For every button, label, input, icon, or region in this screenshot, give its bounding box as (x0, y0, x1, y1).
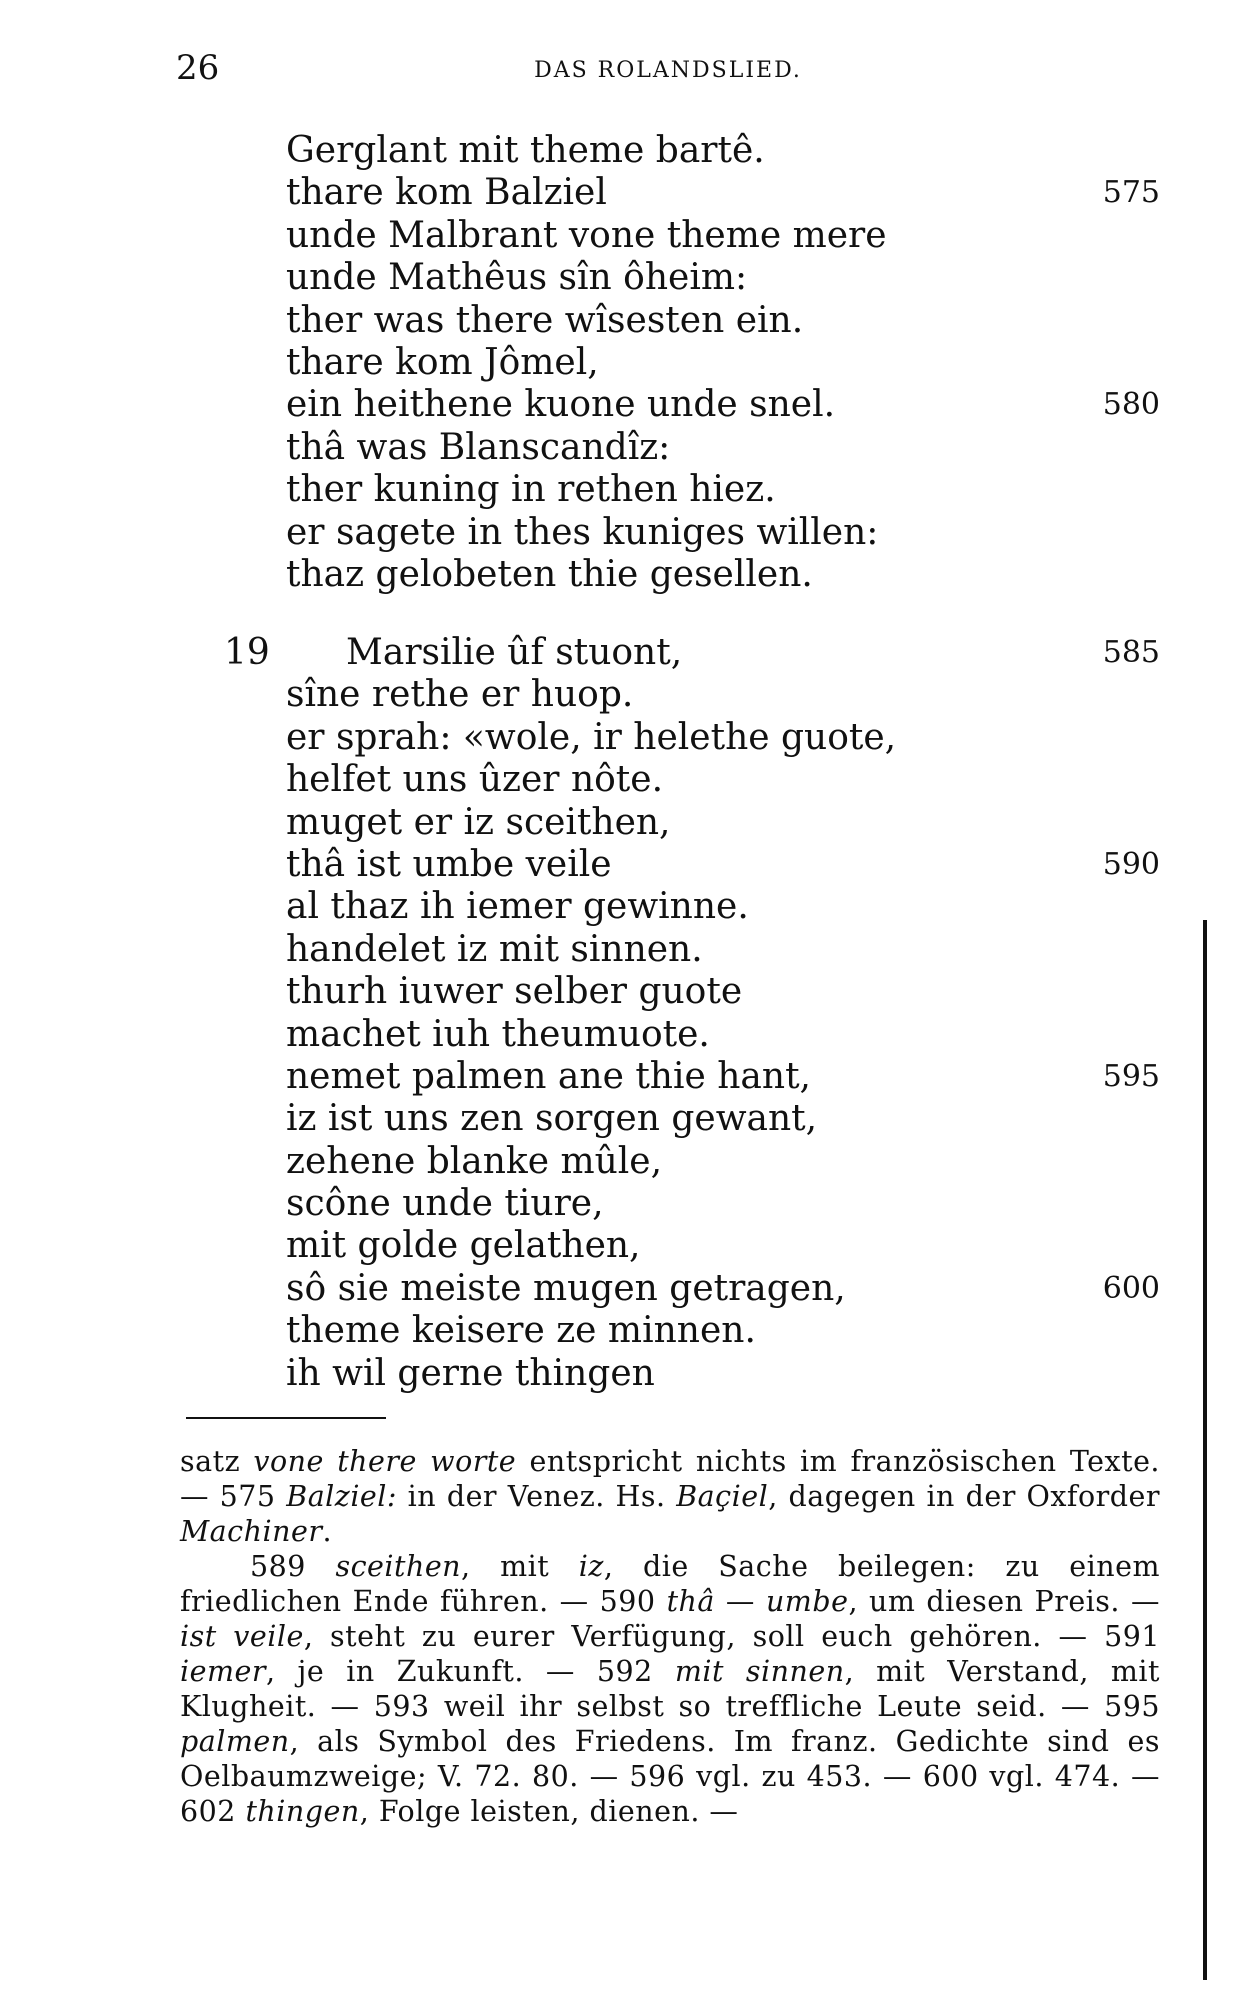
verse-line (176, 1225, 1160, 1267)
fn-lemma: Balziel: (286, 1480, 398, 1513)
verse-line (176, 300, 1160, 342)
fn-text: entspricht nichts im französischen Texte. — 575 (180, 1445, 1160, 1513)
verse-text: mit golde gelathen, (286, 1225, 641, 1267)
verse-text: ein heithene kuone unde snel. (286, 384, 836, 426)
fn-text: — (714, 1585, 766, 1618)
page-header (176, 48, 1160, 98)
verse-line (176, 1141, 1160, 1183)
verse-text: nemet palmen ane thie hant, (286, 1055, 811, 1097)
verse-line (176, 929, 1160, 971)
fn-lemma: thingen (245, 1795, 360, 1828)
stanza-number: 19 (224, 632, 270, 673)
verse-line (176, 512, 1160, 554)
line-number: 585 (1102, 635, 1160, 670)
verse-line (176, 844, 1160, 886)
verse-line (176, 257, 1160, 299)
line-number: 600 (1102, 1270, 1160, 1306)
verse-line (176, 717, 1160, 759)
verse-line (176, 384, 1160, 426)
verse-line (176, 342, 1160, 384)
verse-line (176, 1056, 1160, 1098)
verse-text: unde Malbrant vone theme mere (286, 214, 887, 256)
fn-lemma: mit sinnen (674, 1655, 845, 1688)
verse-line (176, 886, 1160, 928)
fn-text: , um diesen Preis. — (848, 1585, 1161, 1618)
page-edge-shadow (1203, 920, 1207, 1980)
footnote-paragraph (180, 1444, 1160, 1549)
fn-text: , je in Zukunft. — 592 (266, 1655, 675, 1688)
verse-line (176, 1310, 1160, 1352)
verse-line (176, 759, 1160, 801)
footnote-paragraph (180, 1549, 1160, 1829)
verse-text: muget er iz sceithen, (286, 801, 671, 843)
fn-lemma: iemer (180, 1655, 266, 1688)
verse-text: thaz gelobeten thie gesellen. (286, 553, 813, 595)
fn-lemma: iz (578, 1550, 604, 1583)
fn-lemma: palmen (180, 1725, 290, 1758)
fn-text: . (322, 1515, 333, 1548)
verse-line (176, 1268, 1160, 1310)
verse-line (176, 215, 1160, 257)
verse-text: ther was there wîsesten ein. (286, 299, 804, 341)
verse-text: iz ist uns zen sorgen gewant, (286, 1098, 818, 1140)
fn-lemma: Baçiel (676, 1480, 769, 1513)
line-number: 590 (1102, 846, 1160, 882)
verse-text: er sagete in thes kuniges willen: (286, 511, 879, 553)
verse-text: thâ ist umbe veile (286, 843, 612, 885)
fn-text: , die Sache beilegen: zu einem friedlichen Ende führen. — 590 (180, 1550, 1160, 1618)
verse-text: helfet uns ûzer nôte. (286, 759, 664, 801)
verse-text: al thaz ih iemer gewinne. (286, 886, 749, 928)
fn-text: in der Venez. Hs. (397, 1480, 677, 1513)
fn-text: satz (180, 1445, 254, 1478)
stanza-19 (176, 632, 1160, 1395)
verse-text: thare kom Jômel, (286, 341, 599, 383)
fn-lemma: sceithen (335, 1550, 462, 1583)
fn-lemma: umbe (765, 1585, 849, 1618)
verse-text: ther kuning in rethen hiez. (286, 469, 776, 511)
line-number: 575 (1102, 175, 1160, 211)
fn-lemma: ist veile (180, 1620, 304, 1653)
verse-line (176, 1183, 1160, 1225)
verse-line (176, 674, 1160, 716)
verse-text: scône unde tiure, (286, 1183, 604, 1225)
verse-text: thâ was Blanscandîz: (286, 426, 671, 468)
fn-lemma: thâ (666, 1585, 715, 1618)
verse-text: sô sie meiste mugen getragen, (286, 1267, 846, 1309)
verse-text: thurh iuwer selber guote (286, 971, 743, 1013)
fn-text: , als Symbol des Friedens. Im franz. Gedichte sind es Oelbaumzweige; V. 72. 80. — 596 vgl. zu 453. — 600 vgl. 474. — 602 (180, 1725, 1160, 1828)
verse-line (176, 632, 1160, 674)
verse-text: thare kom Balziel (286, 172, 607, 214)
fn-text: , dagegen in der Oxforder (768, 1480, 1160, 1513)
verse-line (176, 172, 1160, 214)
verse-text: zehene blanke mûle, (286, 1140, 663, 1182)
verse-line (176, 1098, 1160, 1140)
verse-text: handelet iz mit sinnen. (286, 928, 703, 970)
page-number: 26 (176, 48, 220, 88)
verse-line (176, 427, 1160, 469)
fn-lemma: Machiner (180, 1515, 323, 1548)
fn-text: , steht zu eurer Verfügung, soll euch gehören. — 591 (303, 1620, 1160, 1653)
running-title: DAS ROLANDSLIED. (534, 58, 802, 83)
verse-text: Gerglant mit theme bartê. (286, 130, 765, 171)
verse-block-top (176, 130, 1160, 596)
fn-text: 589 (250, 1550, 336, 1583)
verse-line (176, 971, 1160, 1013)
verse-text: Marsilie ûf stuont, (346, 632, 683, 673)
fn-text: , mit (461, 1550, 579, 1583)
verse-line (176, 554, 1160, 596)
verse-text: sîne rethe er huop. (286, 674, 634, 716)
footnotes (180, 1444, 1160, 1829)
fn-lemma: vone there worte (253, 1445, 517, 1478)
verse-line (176, 802, 1160, 844)
verse-text: er sprah: «wole, ir helethe guote, (286, 716, 897, 758)
line-number: 580 (1102, 387, 1160, 423)
fn-text: , mit Verstand, mit Klugheit. — 593 weil ihr selbst so treffliche Leute seid. — 595 (180, 1655, 1160, 1723)
verse-line (176, 130, 1160, 172)
footnote-divider (186, 1417, 386, 1419)
verse-text: theme keisere ze minnen. (286, 1310, 756, 1352)
verse-line (176, 1014, 1160, 1056)
verse-text: machet iuh theumuote. (286, 1013, 710, 1055)
verse-text: ih wil gerne thingen (286, 1352, 655, 1394)
verse-line (176, 469, 1160, 511)
fn-text: , Folge leisten, dienen. — (359, 1795, 739, 1828)
verse-text: unde Mathêus sîn ôheim: (286, 257, 748, 299)
line-number: 595 (1102, 1058, 1160, 1094)
verse-line (176, 1353, 1160, 1395)
